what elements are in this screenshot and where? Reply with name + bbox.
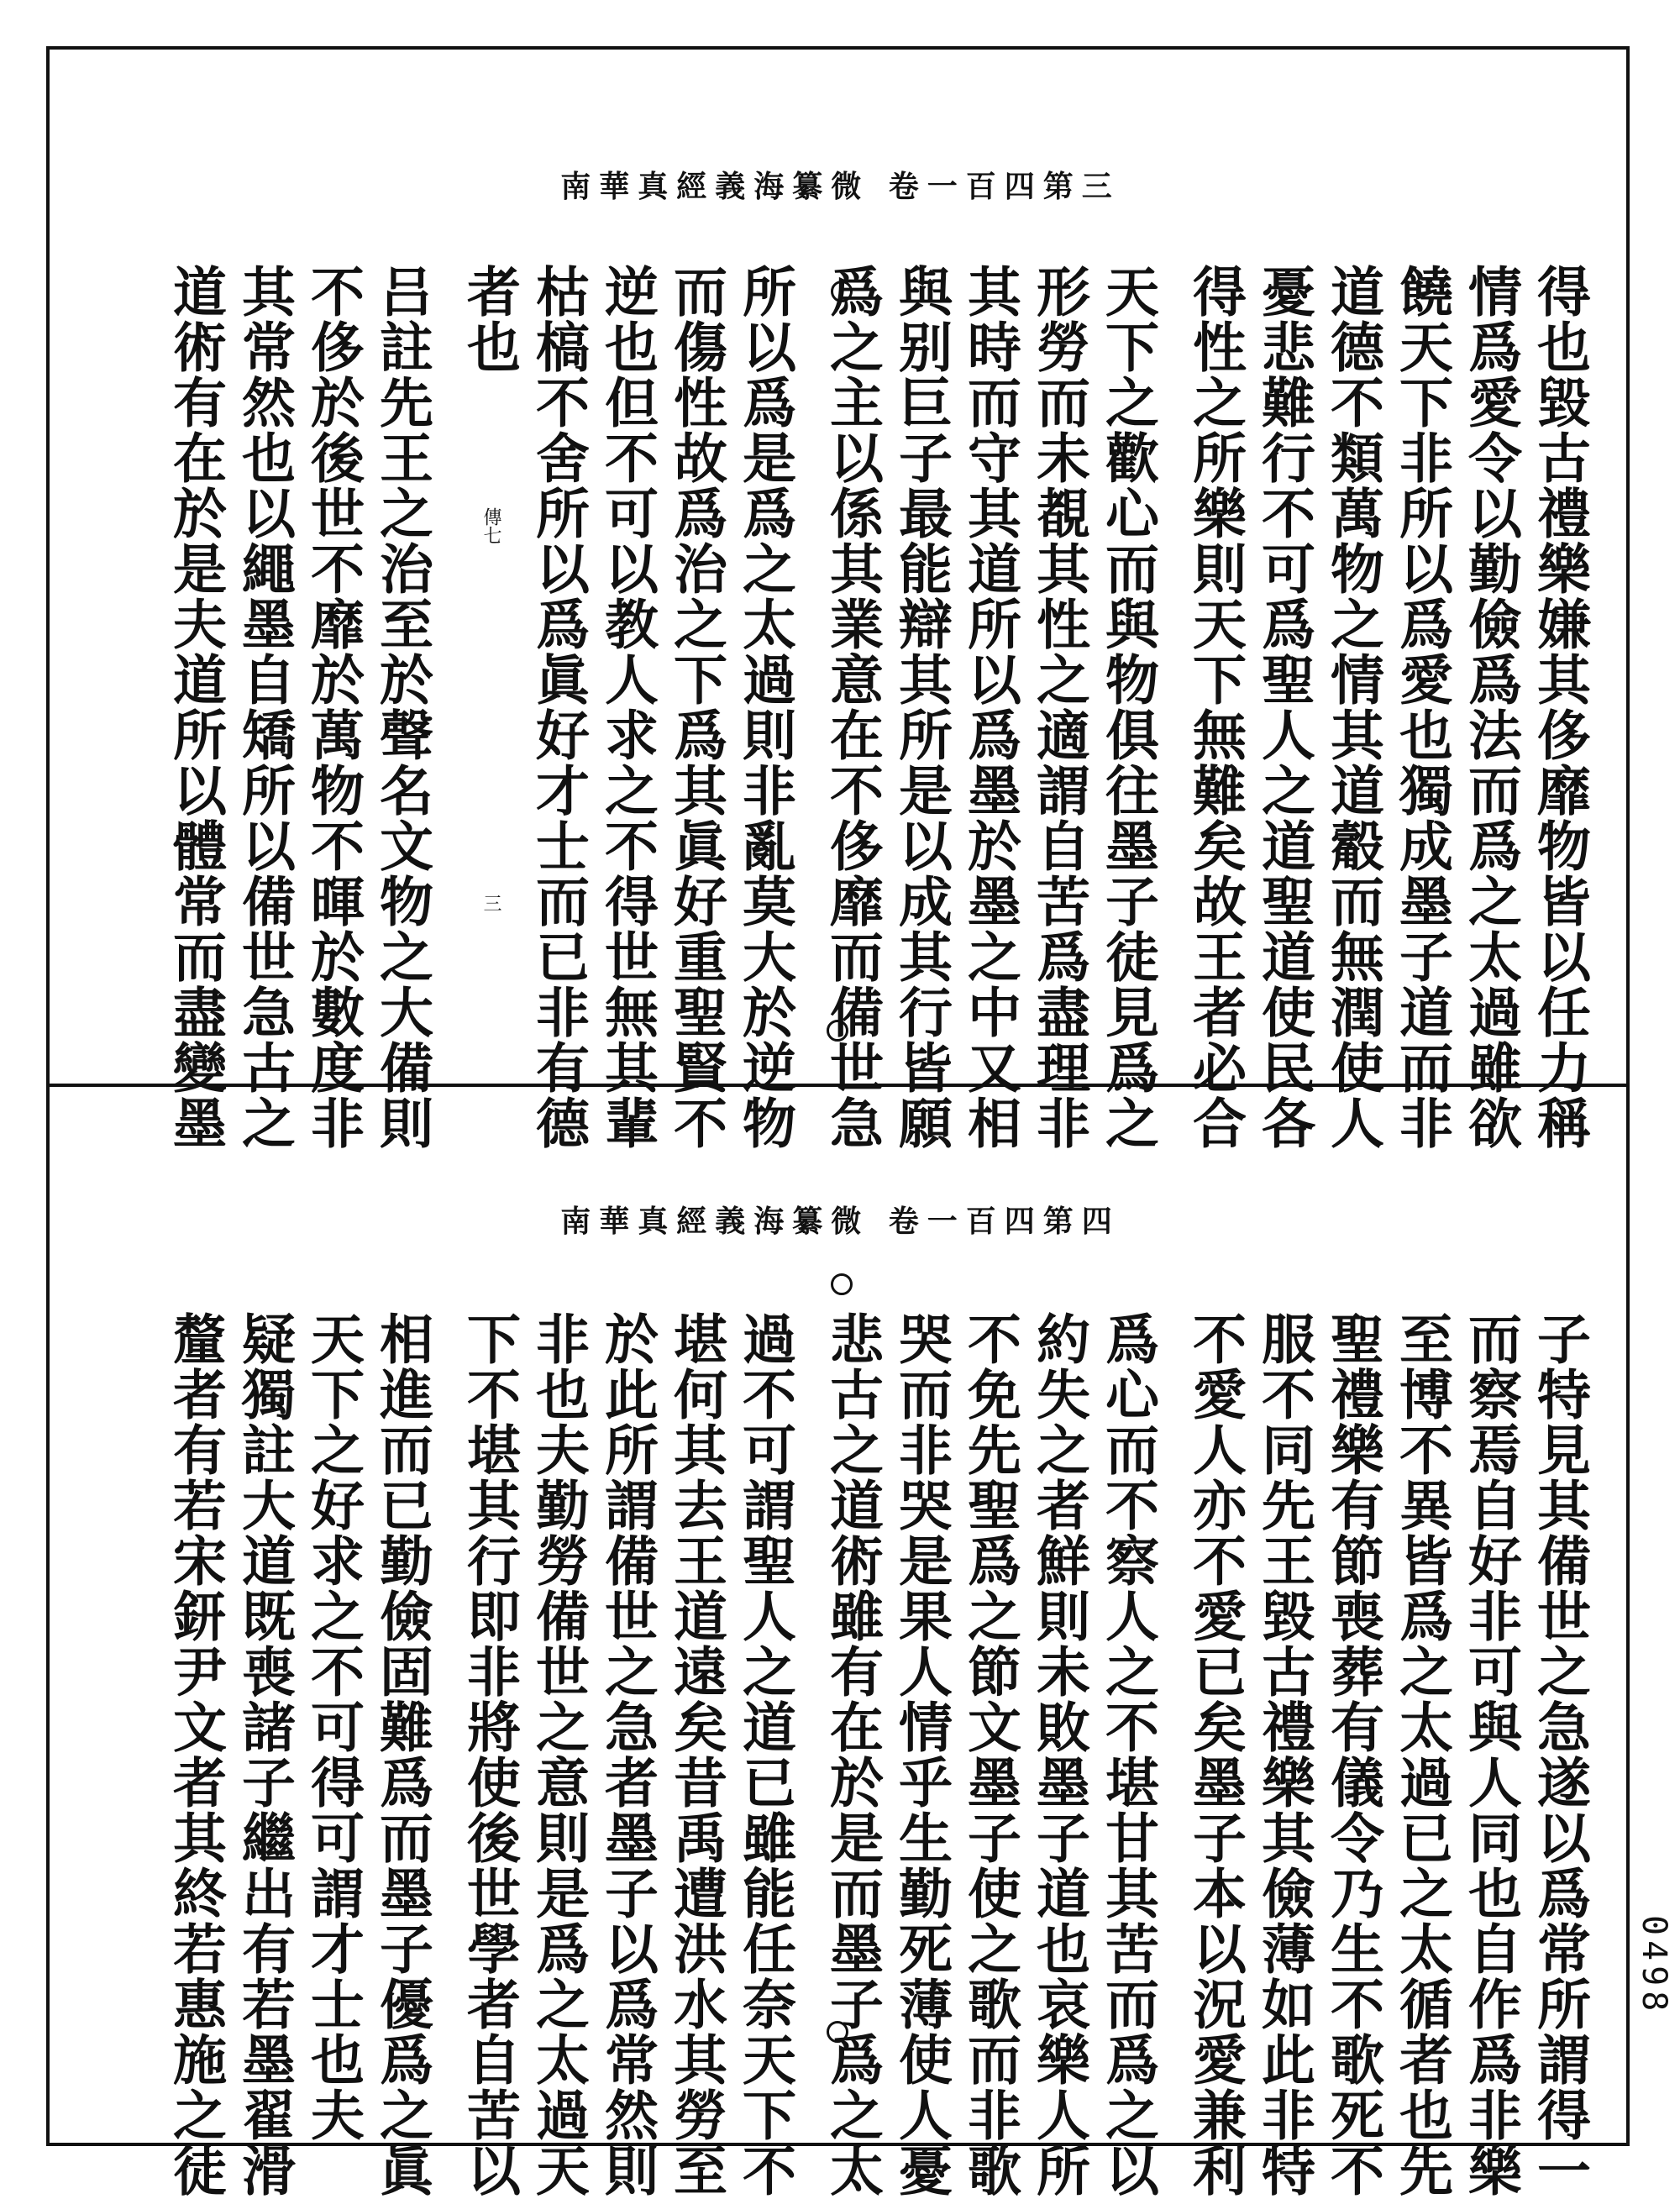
text-column: 服不同先王毀古禮樂其儉薄如此非特 xyxy=(1252,1311,1315,2198)
page-top xyxy=(54,54,1627,1151)
text-column: 所以爲是爲之太過則非亂莫大於逆物 xyxy=(733,264,796,1151)
text-column: 枯槁不舍所以爲眞好才士而已非有德 xyxy=(527,264,590,1151)
text-column: 其時而守其道所以爲墨於墨之中又相 xyxy=(958,264,1021,1151)
text-column: 哭而非哭是果人情乎生勤死薄使人憂 xyxy=(890,1311,953,2198)
text-column: 形勞而未覩其性之適謂自苦爲盡理非 xyxy=(1027,264,1090,1151)
text-column: 過不可謂聖人之道已雖能任奈天下不 xyxy=(733,1311,796,2198)
text-column: 聖禮樂有節喪葬有儀令乃生不歌死不 xyxy=(1321,1311,1384,2198)
text-column: 不侈於後世不靡於萬物不暉於數度非 xyxy=(302,264,365,1151)
text-column: 不愛人亦不愛已矣墨子本以況愛兼利 xyxy=(1184,1311,1247,2198)
text-column: 於此所謂備世之急者墨子以爲常然則 xyxy=(596,1311,659,2198)
text-column: 悲古之道術雖有在於是而墨子爲之太 xyxy=(821,1311,884,2198)
text-column: 天下之歡心而與物俱往墨子徒見爲之 xyxy=(1096,264,1159,1151)
text-column: 堪何其去王道遠矣昔禹遭洪水其勞至 xyxy=(664,1311,727,2198)
text-column: 而傷性故爲治之下爲其眞好重聖賢不 xyxy=(664,264,727,1151)
text-column: 至博不異皆爲之太過已之太循者也先 xyxy=(1390,1311,1453,2198)
marginal-note: 三 xyxy=(480,894,501,912)
text-columns xyxy=(160,1311,1593,2198)
text-column: 不免先聖爲之節文墨子使之歌而非歌 xyxy=(958,1311,1021,2198)
text-column: 天下之好求之不可得可謂才士也夫 xyxy=(302,1311,365,2143)
text-column: 逆也但不可以教人求之不得世無其輩 xyxy=(596,264,659,1151)
text-column: 約失之者鮮則未敗墨子道也哀樂人所 xyxy=(1027,1311,1090,2198)
text-column: 相進而已勤儉固難爲而墨子優爲之眞 xyxy=(370,1311,433,2198)
text-column: 而察焉自好非可與人同也自作爲非樂 xyxy=(1459,1311,1522,2198)
text-column: 道德不類萬物之情其道觳而無潤使人 xyxy=(1321,264,1384,1151)
page-number: 0498 xyxy=(1635,1915,1673,2017)
text-column: 道術有在於是夫道所以體常而盡變墨 xyxy=(164,264,227,1151)
text-column: 非也夫勤勞備世之意則是爲之太過天 xyxy=(527,1311,590,2198)
circle-mark-icon xyxy=(831,1273,853,1295)
text-column: 子特見其備世之急遂以爲常所謂得一 xyxy=(1528,1311,1591,2198)
marginal-note: 傳七 xyxy=(480,507,501,544)
text-column: 爲之主以係其業意在不侈靡而備世急 xyxy=(821,264,884,1151)
text-columns xyxy=(160,264,1593,1151)
text-column: 疑獨註大道既喪諸子繼出有若墨翟滑 xyxy=(233,1311,296,2198)
text-column: 爲心而不察人之不堪甘其苦而爲之以 xyxy=(1096,1311,1159,2198)
page-header: 南華真經義海纂微 卷一百四第三 xyxy=(560,169,1121,204)
text-column: 與别巨子最能辯其所是以成其行皆願 xyxy=(890,264,953,1151)
text-column: 釐者有若宋鈃尹文者其終若惠施之徒 xyxy=(164,1311,227,2198)
page-header: 南華真經義海纂微 卷一百四第四 xyxy=(560,1204,1121,1239)
text-column: 其常然也以繩墨自矯所以備世急古之 xyxy=(233,264,296,1151)
text-column: 者也 xyxy=(458,264,521,375)
text-column: 饒天下非所以爲愛也獨成墨子道而非 xyxy=(1390,264,1453,1151)
text-column: 憂悲難行不可爲聖人之道聖道使民各 xyxy=(1252,264,1315,1151)
text-column: 情爲愛令以勤儉爲法而爲之太過雖欲 xyxy=(1459,264,1522,1151)
text-column: 得性之所樂則天下無難矣故王者必合 xyxy=(1184,264,1247,1151)
text-column: 吕註先王之治至於聲名文物之大備則 xyxy=(370,264,433,1151)
page-bottom xyxy=(54,1089,1627,2198)
text-column: 得也毀古禮樂嫌其侈靡物皆以任力稱 xyxy=(1528,264,1591,1151)
text-column: 下不堪其行即非將使後世學者自苦以 xyxy=(458,1311,521,2198)
